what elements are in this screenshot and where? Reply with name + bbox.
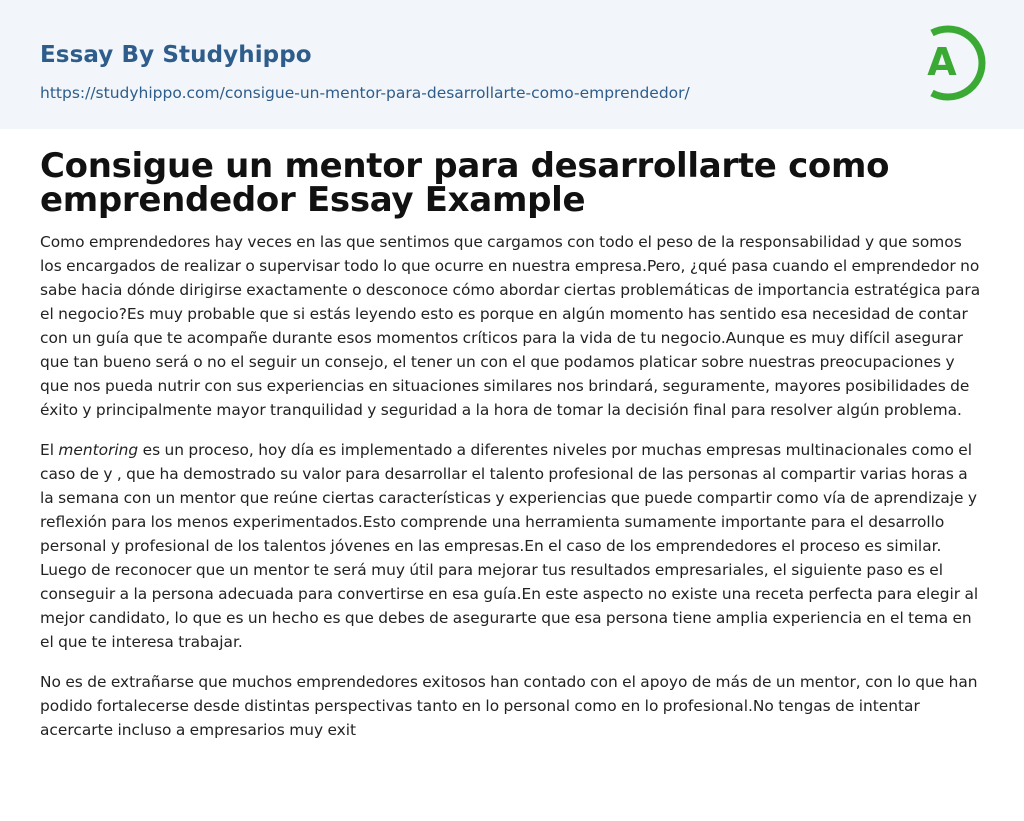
site-header — [0, 0, 1024, 129]
mentoring-emphasis: mentoring — [58, 441, 139, 459]
page-title: Consigue un mentor para desarrollarte como emprendedor Essay Example — [40, 146, 890, 220]
studyhippo-logo-icon[interactable] — [912, 20, 986, 106]
paragraph-3: No es de extrañarse que muchos emprendedores exitosos han contado con el apoyo de más de un mentor, con lo que han podido fortalecerse desde distintas perspectivas tanto en lo personal como en lo profesional.No tengas de intentar acercarte incluso a empresarios muy exit — [40, 673, 978, 739]
paragraph-2-start: El — [40, 441, 59, 459]
paragraph-2-rest: es un proceso, hoy día es implementado a diferentes niveles por muchas empresas multinacionales como el caso de y , que ha demostrado su valor para desarrollar el talento profesional de las personas al compartir varias horas a la semana con un mentor que reúne ciertas características y experiencias que puede compartir como vía de aprendizaje y reflexión para los menos experimentados.Esto comprende una herramienta sumamente importante para el desarrollo personal y profesional de los talentos jóvenes en las empresas.En el caso de los emprendedores el proceso es similar. Luego de reconocer que un mentor te será muy útil para mejorar tus resultados empresariales, el siguiente paso es el conseguir a la persona adecuada para convertirse en esa guía.En este aspecto no existe una receta perfecta para elegir al mejor candidato, lo que es un hecho es que debes de asegurarte que esa persona tiene amplia experiencia en el tema en el que te interesa trabajar. — [40, 441, 979, 651]
paragraph-1: Como emprendedores hay veces en las que sentimos que cargamos con todo el peso de la responsabilidad y que somos los encargados de realizar o supervisar todo lo que ocurre en nuestra empresa.Pero, ¿qué pasa cuando el emprendedor no sabe hacia dónde dirigirse exactamente o desconoce cómo abordar ciertas problemáticas de importancia estratégica para el negocio?Es muy probable que si estás leyendo esto es porque en algún momento has sentido esa necesidad de contar con un guía que te acompañe durante esos momentos críticos para la vida de tu negocio.Aunque es muy difícil asegurar que tan bueno será o no el seguir un consejo, el tener un con el que podamos platicar sobre nuestras preocupaciones y que nos pueda nutrir con sus experiencias en situaciones similares nos brindará, seguramente, mayores posibilidades de éxito y principalmente mayor tranquilidad y seguridad a la hora de tomar la decisión final para resolver algún problema. — [40, 233, 981, 419]
paragraph-2 — [40, 438, 984, 654]
logo-letter: A — [927, 40, 957, 84]
article — [0, 129, 1024, 742]
brand-title[interactable]: Essay By Studyhippo — [40, 42, 312, 68]
source-url-link[interactable]: https://studyhippo.com/consigue-un-mentor-para-desarrollarte-como-emprendedor/ — [40, 84, 690, 102]
